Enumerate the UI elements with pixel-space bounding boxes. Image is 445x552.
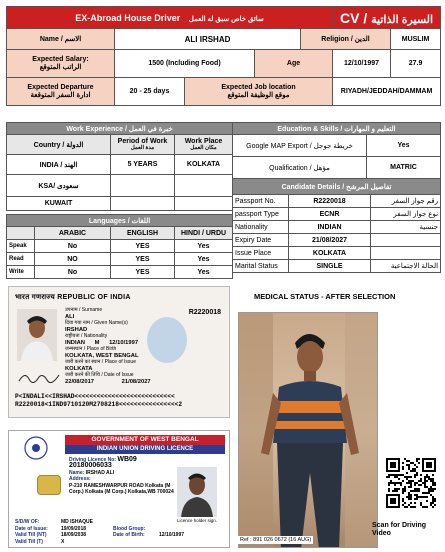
religion-value: MUSLIM — [391, 29, 441, 50]
candidate-label: Nationality — [233, 221, 289, 234]
driving-licence — [8, 430, 230, 548]
work-col-period — [111, 135, 175, 155]
licence-chip-icon — [37, 475, 61, 495]
candidate-photo-image — [239, 313, 378, 548]
lang-cell: No — [35, 266, 111, 279]
work-col-period-ar: مدة العمل — [130, 145, 155, 151]
passport-field-key: राष्ट्रीयता / Nationality — [65, 333, 108, 339]
candidate-label: Marital Status — [233, 260, 289, 273]
candidate-label-ar — [371, 234, 441, 247]
qr-code-icon[interactable] — [386, 458, 436, 508]
candidate-label-ar: جنسية — [371, 221, 441, 234]
licence-name-label: Name: — [69, 469, 85, 476]
departure-label-ar: ادارة السفر المتوقعة — [30, 92, 91, 99]
passport-sex: M — [94, 339, 100, 346]
name-label: Name / الاسم — [7, 29, 115, 50]
passport-photo — [17, 309, 57, 361]
passport-field-key: जारी करने का स्थान / Place of Issue — [65, 359, 136, 365]
candidate-table — [232, 178, 441, 273]
candidate-photo — [238, 312, 378, 548]
candidate-value: KOLKATA — [289, 247, 371, 260]
passport-field-key: उपनाम / Surname — [65, 307, 103, 313]
person-silhouette-icon — [17, 309, 57, 361]
job-location-label-ar: موقع الوظيفة المتوقع — [227, 92, 290, 99]
passport-field-key: जारी करने की तिथि / Date of Issue — [65, 372, 134, 378]
lang-cell: YES — [111, 266, 175, 279]
reference-number: Ref : 891 026 0672 (16 AUG) — [240, 537, 312, 543]
work-row-place: KOLKATA — [175, 155, 233, 175]
header-title-en: EX-Abroad House Driver — [75, 12, 181, 23]
work-col-country: Country / الدولة — [7, 135, 111, 155]
passport-expiry: 21/08/2027 — [121, 378, 151, 385]
work-col-place-ar: مكان العمل — [190, 145, 217, 151]
passport-fields — [65, 307, 225, 385]
licence-blood-label: Blood Group: — [113, 525, 146, 532]
lang-cell: YES — [111, 253, 175, 266]
candidate-label-ar — [371, 247, 441, 260]
passport-field-value: IRSHAD — [65, 326, 88, 333]
age-value: 27.9 — [391, 50, 441, 78]
passport-field-value: KOLKATA — [65, 365, 93, 372]
education-value: MATRIC — [367, 157, 441, 179]
licence-address-label: Address: — [69, 476, 91, 483]
passport-dob: 12/10/1997 — [109, 339, 139, 346]
licence-name: IRSHAD ALI — [85, 469, 115, 476]
languages-header: Languages / اللغات — [7, 215, 233, 227]
candidate-label: passport Type — [233, 208, 289, 221]
profile-table — [6, 6, 441, 106]
salary-label-en: Expected Salary: — [32, 56, 89, 63]
licence-valid-t-label: Valid Till (T) — [15, 538, 43, 545]
education-value: Yes — [367, 135, 441, 157]
header-title-ar: سائق خاص سبق له العمل — [188, 15, 264, 23]
passport-mrz-line: R2220018<1IND9710120M2708218<<<<<<<<<<<<<<<<2 — [15, 401, 183, 408]
licence-sdw: MD ISHAQUE — [61, 519, 93, 525]
candidate-header: Candidate Details / تفاصيل المرشح — [233, 179, 441, 195]
cv-title-en: CV / — [340, 9, 368, 26]
lang-cell: Yes — [175, 253, 233, 266]
passport-signature — [17, 369, 61, 385]
departure-value: 20 - 25 days — [115, 78, 185, 106]
work-row-place — [175, 175, 233, 197]
passport-number: R2220018 — [188, 309, 221, 316]
licence-issue-label: Date of Issue: — [15, 525, 48, 532]
licence-sdw-label: S/D/W OF: — [15, 519, 40, 525]
candidate-label: Issue Place — [233, 247, 289, 260]
person-silhouette-icon — [177, 467, 217, 517]
licence-bottom — [15, 519, 225, 545]
candidate-value: 21/08/2027 — [289, 234, 371, 247]
lang-cell: No — [35, 240, 111, 253]
salary-label-ar: الراتب المتوقع — [39, 64, 82, 71]
candidate-label: Expiry Date — [233, 234, 289, 247]
religion-label: Religion / الدين — [301, 29, 391, 50]
medical-status-title: MEDICAL STATUS - AFTER SELECTION — [254, 292, 396, 301]
work-experience-header: Work Experience / خبرة في العمل — [7, 123, 233, 135]
licence-valid-nt-label: Valid Till (NT) — [15, 532, 47, 538]
candidate-label-ar: نوع جواز السفر — [371, 208, 441, 221]
lang-col-arabic: ARABIC — [35, 227, 111, 240]
candidate-label-ar: الحالة الاجتماعية — [371, 260, 441, 273]
candidate-label: Passport No. — [233, 195, 289, 208]
work-col-place-en: Work Place — [184, 138, 223, 145]
licence-valid-t: X — [61, 538, 65, 545]
cv-title — [333, 7, 441, 29]
job-location-label-en: Expected Job location — [221, 84, 296, 91]
licence-title: INDIAN UNION DRIVING LICENCE — [65, 445, 225, 454]
candidate-value: SINGLE — [289, 260, 371, 273]
languages-table — [6, 214, 233, 279]
work-experience-table — [6, 122, 233, 211]
lang-row-label: Speak — [7, 240, 35, 253]
passport-header: भारत गणराज्य REPUBLIC OF INDIA — [15, 294, 131, 301]
education-table — [232, 122, 441, 179]
lang-col-hindi: HINDI / URDU — [175, 227, 233, 240]
passport-nationality: INDIAN — [65, 339, 85, 346]
lang-cell: Yes — [175, 266, 233, 279]
licence-details — [69, 457, 179, 495]
work-row-place — [175, 197, 233, 211]
lang-corner — [7, 227, 35, 240]
cv-title-ar: السيرة الذاتية — [371, 13, 434, 26]
passport-field-value: ALI — [65, 313, 75, 320]
job-location-label — [185, 78, 333, 106]
lang-row-label: Read — [7, 253, 35, 266]
work-row-period — [111, 197, 175, 211]
name-value: ALI IRSHAD — [115, 29, 301, 50]
licence-gov: GOVERNMENT OF WEST BENGAL — [65, 435, 225, 445]
licence-address: P-210 RAMESHWARPUR ROAD Kolkata (M Corp.) Kolkata (M Corp.) Kolkata,WB 700024 — [69, 482, 174, 496]
candidate-value: INDIAN — [289, 221, 371, 234]
work-col-place — [175, 135, 233, 155]
departure-label — [7, 78, 115, 106]
passport-field-value — [65, 379, 225, 386]
licence-holder-sign: Licence holder sign. — [177, 518, 218, 523]
age-label: Age — [255, 50, 333, 78]
job-location-value: RIYADH/JEDDAH/DAMMAM — [333, 78, 441, 106]
licence-dob: 12/10/1997 — [159, 532, 185, 538]
lang-row-label: Write — [7, 266, 35, 279]
work-row-country: INDIA / الهند — [7, 155, 111, 175]
licence-no-label: Driving Licence No: — [69, 457, 116, 463]
education-label: Google MAP Export / خريطة جوجل — [233, 135, 367, 157]
work-row-country: KSA/ سعودى — [7, 175, 111, 197]
work-col-period-en: Period of Work — [117, 138, 168, 145]
work-row-period: 5 YEARS — [111, 155, 175, 175]
scan-driving-video-label: Scan for Driving Video — [372, 522, 427, 537]
licence-issue: 19/09/2018 — [61, 525, 87, 532]
passport-mrz-line: P<INDALI<<IRSHAD<<<<<<<<<<<<<<<<<<<<<<<<<<< — [15, 393, 175, 400]
dob-value: 12/10/1997 — [333, 50, 391, 78]
salary-label — [7, 50, 115, 78]
candidate-label-ar: رقم جواز السفر — [371, 195, 441, 208]
passport-scan — [8, 286, 230, 418]
work-row-country: KUWAIT — [7, 197, 111, 211]
passport-field-value: KOLKATA, WEST BENGAL — [65, 352, 139, 359]
salary-value: 1500 (Including Food) — [115, 50, 255, 78]
lang-col-english: ENGLISH — [111, 227, 175, 240]
header-title — [7, 7, 333, 29]
licence-dob-label: Date of Birth: — [113, 532, 145, 538]
lang-cell: Yes — [175, 240, 233, 253]
education-header: Education & Skills / التعليم و المهارات — [233, 123, 441, 135]
lang-cell: YES — [111, 240, 175, 253]
education-label: Qualification / مؤهل — [233, 157, 367, 179]
licence-photo — [177, 467, 217, 517]
departure-label-en: Expected Departure — [27, 84, 94, 91]
emblem-icon — [23, 435, 49, 461]
work-row-period — [111, 175, 175, 197]
candidate-value: R2220018 — [289, 195, 371, 208]
licence-number: WB09 20180006033 — [69, 456, 137, 470]
passport-field-key: दिया गया नाम / Given Name(s) — [65, 320, 128, 326]
licence-valid-nt: 18/09/2038 — [61, 532, 87, 538]
lang-cell: NO — [35, 253, 111, 266]
passport-field-key: जन्मस्थान / Place of Birth — [65, 346, 117, 352]
candidate-value: ECNR — [289, 208, 371, 221]
passport-mrz — [15, 393, 182, 409]
passport-issue-date: 22/08/2017 — [65, 378, 95, 385]
